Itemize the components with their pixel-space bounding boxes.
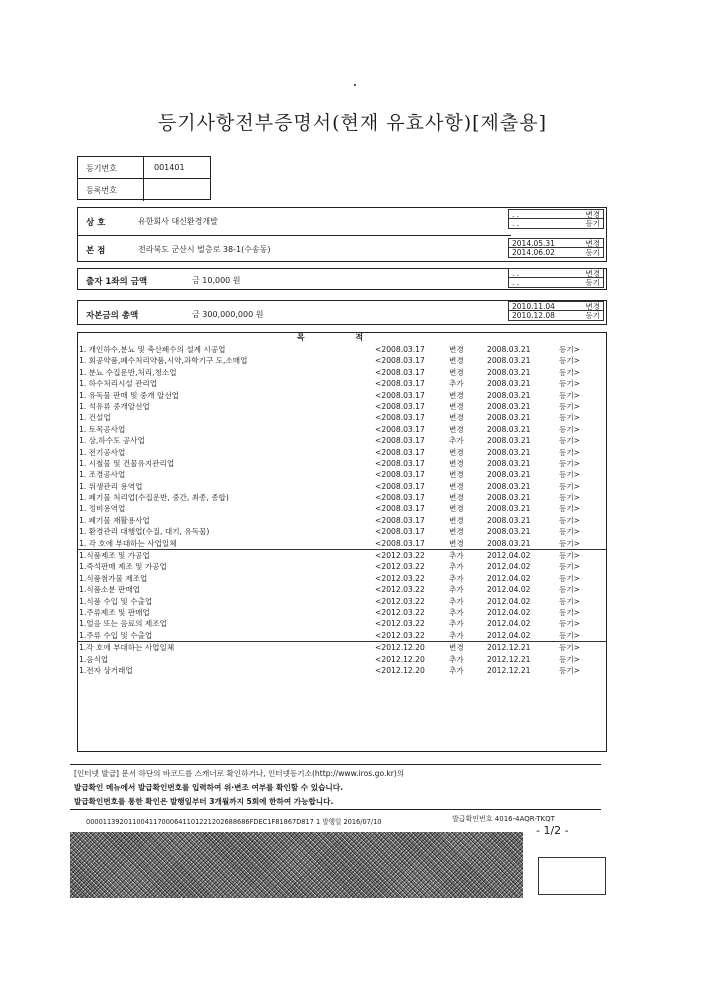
capital-stack xyxy=(508,301,604,321)
purpose-item-d2: 2008.03.21 xyxy=(487,470,531,480)
purpose-item-d2: 2008.03.21 xyxy=(487,504,531,514)
purpose-item-k2: 등기> xyxy=(559,356,581,366)
purpose-item-k1: 추가 xyxy=(449,665,464,675)
purpose-item-d1: <2008.03.17 xyxy=(375,401,425,411)
purpose-item xyxy=(77,458,607,469)
purpose-item-d1: <2012.03.22 xyxy=(375,596,425,606)
purpose-item-text: 1.음식업 xyxy=(79,654,109,664)
purpose-item-d1: <2012.12.20 xyxy=(375,654,425,664)
purpose-item-k1: 추가 xyxy=(449,562,464,572)
purpose-item-d1: <2012.03.22 xyxy=(375,607,425,617)
purpose-item-k1: 추가 xyxy=(449,630,464,640)
purpose-item xyxy=(77,492,607,503)
purpose-item xyxy=(77,618,607,629)
purpose-list xyxy=(77,344,607,676)
purpose-item-k1: 변경 xyxy=(449,390,464,400)
purpose-item-text: 1.얼음 또는 음료의 제조업 xyxy=(79,619,167,629)
purpose-item-text: 1.주류 수입 및 수출업 xyxy=(79,630,153,640)
purpose-item-k1: 추가 xyxy=(449,379,464,389)
purpose-item-k1: 변경 xyxy=(449,413,464,423)
registration-reg-label: 등록번호 xyxy=(78,179,144,201)
issue-number: 발급확인번호 4016-4AQR-TKQT xyxy=(452,815,555,823)
stack-row: . . 등기 xyxy=(508,219,604,229)
purpose-item-k1: 변경 xyxy=(449,458,464,468)
purpose-item-d1: <2008.03.17 xyxy=(375,470,425,480)
purpose-item-d1: <2008.03.17 xyxy=(375,458,425,468)
purpose-item-k1: 변경 xyxy=(449,538,464,548)
purpose-item-text: 1.식품소분 판매업 xyxy=(79,585,141,595)
purpose-item-k2: 등기> xyxy=(559,401,581,411)
company-name-stack xyxy=(508,209,604,229)
purpose-item-d2: 2012.04.02 xyxy=(487,607,531,617)
purpose-group xyxy=(77,344,607,549)
purpose-item-text: 1.식품제조 및 가공업 xyxy=(79,551,150,561)
purpose-item-text: 1.식품 수입 및 수출업 xyxy=(79,596,153,606)
purpose-item xyxy=(77,515,607,526)
purpose-item-k1: 변경 xyxy=(449,481,464,491)
purpose-item xyxy=(77,435,607,446)
purpose-group xyxy=(77,641,607,676)
purpose-item-text: 1.주류제조 및 판매업 xyxy=(79,607,150,617)
purpose-item-k2: 등기> xyxy=(559,515,581,525)
purpose-item-k2: 등기> xyxy=(559,665,581,675)
purpose-item-text: 1. 위생관리 용역업 xyxy=(79,481,143,491)
purpose-item-d2: 2012.12.21 xyxy=(487,654,531,664)
share-value: 금 10,000 원 xyxy=(192,276,241,285)
purpose-item xyxy=(77,401,607,412)
purpose-item xyxy=(77,538,607,549)
purpose-item-k1: 변경 xyxy=(449,643,464,653)
purpose-item-d1: <2012.03.22 xyxy=(375,630,425,640)
purpose-item-k1: 변경 xyxy=(449,424,464,434)
registration-table xyxy=(77,156,211,200)
purpose-item-d2: 2008.03.21 xyxy=(487,413,531,423)
purpose-item-k1: 추가 xyxy=(449,619,464,629)
purpose-item-d2: 2008.03.21 xyxy=(487,424,531,434)
registration-reg-value xyxy=(144,179,210,201)
purpose-item-text: 1. 건설업 xyxy=(79,413,111,423)
purpose-item-text: 1. 하수처리시설 관리업 xyxy=(79,379,158,389)
purpose-item-k1: 변경 xyxy=(449,356,464,366)
purpose-item-k2: 등기> xyxy=(559,585,581,595)
purpose-item-d1: <2012.03.22 xyxy=(375,585,425,595)
purpose-item-text: 1. 유독물 판매 및 중개 알선업 xyxy=(79,390,180,400)
purpose-item-text: 1. 분뇨 수집운반,처리,청소업 xyxy=(79,367,177,377)
purpose-item-d2: 2008.03.21 xyxy=(487,458,531,468)
purpose-item-text: 1. 정비용역업 xyxy=(79,504,126,514)
company-name-label: 상 호 xyxy=(86,218,106,228)
purpose-item-text: 1. 개인하수,분뇨 및 축산폐수의 설계 시공업 xyxy=(79,345,226,354)
purpose-item-d1: <2008.03.17 xyxy=(375,367,425,377)
purpose-item-k1: 변경 xyxy=(449,493,464,503)
purpose-item-k2: 등기> xyxy=(559,367,581,377)
purpose-item-d1: <2008.03.17 xyxy=(375,527,425,537)
purpose-item xyxy=(77,481,607,492)
purpose-item-d2: 2008.03.21 xyxy=(487,367,531,377)
purpose-item-k2: 등기> xyxy=(559,654,581,664)
purpose-item-d1: <2008.03.17 xyxy=(375,390,425,400)
purpose-item xyxy=(77,526,607,537)
purpose-item xyxy=(77,344,607,355)
purpose-item-k2: 등기> xyxy=(559,447,581,457)
purpose-item-text: 1. 폐기물 처리업(수집운반, 중간, 최종, 종합) xyxy=(79,493,229,503)
purpose-item-k2: 등기> xyxy=(559,596,581,606)
purpose-item xyxy=(77,367,607,378)
purpose-item-text: 1. 폐기물 재활용사업 xyxy=(79,515,150,525)
notice-line-1: [인터넷 발급] 문서 하단의 바코드를 스캐너로 확인하거나, 인터넷등기소(http://www.iros.go.kr)의 xyxy=(74,769,405,778)
stack-row: 2010.12.08 등기 xyxy=(508,311,604,321)
purpose-item-d1: <2008.03.17 xyxy=(375,379,425,389)
purpose-item-k2: 등기> xyxy=(559,458,581,468)
purpose-item-k1: 변경 xyxy=(449,515,464,525)
purpose-item-k2: 등기> xyxy=(559,630,581,640)
purpose-item-k2: 등기> xyxy=(559,551,581,561)
purpose-item-k1: 변경 xyxy=(449,367,464,377)
share-stack xyxy=(508,268,604,288)
purpose-item-text: 1.식품첨가물 제조업 xyxy=(79,573,148,583)
purpose-item-k2: 등기> xyxy=(559,481,581,491)
purpose-item-text: 1. 석유류 중개알선업 xyxy=(79,401,150,411)
purpose-item-d1: <2012.12.20 xyxy=(375,665,425,675)
purpose-item-d1: <2008.03.17 xyxy=(375,538,425,548)
purpose-item-d1: <2012.12.20 xyxy=(375,643,425,653)
registration-no-label: 등기번호 xyxy=(78,157,144,179)
purpose-item-d2: 2012.04.02 xyxy=(487,562,531,572)
purpose-item-k2: 등기> xyxy=(559,562,581,572)
purpose-item-d2: 2008.03.21 xyxy=(487,390,531,400)
purpose-item-k2: 등기> xyxy=(559,413,581,423)
purpose-item xyxy=(77,469,607,480)
purpose-item-text: 1. 조경공사업 xyxy=(79,470,126,480)
purpose-item-text: 1. 각 호에 부대하는 사업일체 xyxy=(79,538,177,548)
purpose-item-k2: 등기> xyxy=(559,619,581,629)
head-office-label: 본 점 xyxy=(86,246,106,256)
head-office-value: 전라북도 군산시 벌층로 38-1(수송동) xyxy=(138,245,271,254)
purpose-item-d1: <2012.03.22 xyxy=(375,573,425,583)
purpose-item xyxy=(77,390,607,401)
purpose-item-d2: 2012.04.02 xyxy=(487,630,531,640)
purpose-item-k2: 등기> xyxy=(559,607,581,617)
purpose-item xyxy=(77,412,607,423)
purpose-item-k2: 등기> xyxy=(559,436,581,446)
document-title: 등기사항전부증명서(현재 유효사항)[제출용] xyxy=(157,112,548,134)
purpose-group xyxy=(77,549,607,641)
purpose-item-d2: 2012.04.02 xyxy=(487,551,531,561)
notice-line-2: 발급확인 메뉴에서 발급확인번호를 입력하여 위·변조 여부를 확인할 수 있습니다. xyxy=(74,783,343,792)
scan-speck xyxy=(354,84,356,86)
purpose-item-d1: <2008.03.17 xyxy=(375,493,425,503)
purpose-item-text: 1.전자 상거래업 xyxy=(79,665,133,675)
purpose-item-k1: 추가 xyxy=(449,573,464,583)
stack-row: 2010.11.04 변경 xyxy=(508,301,604,311)
purpose-item-k1: 추가 xyxy=(449,436,464,446)
purpose-item xyxy=(77,630,607,641)
purpose-item-k1: 변경 xyxy=(449,527,464,537)
notice-line-3: 발급확인번호를 통한 확인은 발행일부터 3개월까지 5회에 한하여 가능합니다. xyxy=(74,797,334,806)
purpose-item xyxy=(77,654,607,665)
barcode-noise xyxy=(70,832,523,898)
purpose-item-d1: <2012.03.22 xyxy=(375,551,425,561)
stack-row: 2014.05.31 변경 xyxy=(508,238,604,248)
purpose-item-k2: 등기> xyxy=(559,527,581,537)
stack-row: . . 등기 xyxy=(508,278,604,288)
purpose-item-d2: 2008.03.21 xyxy=(487,481,531,491)
share-label: 출자 1좌의 금액 xyxy=(86,277,148,287)
purpose-item xyxy=(77,561,607,572)
purpose-item-d2: 2008.03.21 xyxy=(487,436,531,446)
purpose-item-d1: <2008.03.17 xyxy=(375,436,425,446)
purpose-header: 목 적 xyxy=(296,333,388,342)
purpose-item-d2: 2008.03.21 xyxy=(487,493,531,503)
purpose-item-k1: 추가 xyxy=(449,596,464,606)
purpose-item-d1: <2008.03.17 xyxy=(375,345,425,354)
purpose-item-d1: <2008.03.17 xyxy=(375,356,425,366)
purpose-item xyxy=(77,424,607,435)
purpose-item-d1: <2008.03.17 xyxy=(375,447,425,457)
purpose-item-k1: 변경 xyxy=(449,504,464,514)
purpose-item-text: 1. 전기공사업 xyxy=(79,447,126,457)
stack-row: 2014.06.02 등기 xyxy=(508,248,604,258)
purpose-item xyxy=(77,378,607,389)
purpose-item-k1: 추가 xyxy=(449,654,464,664)
purpose-item-d2: 2012.04.02 xyxy=(487,596,531,606)
purpose-item-d2: 2008.03.21 xyxy=(487,345,531,354)
purpose-item-d2: 2012.12.21 xyxy=(487,665,531,675)
purpose-item-d2: 2008.03.21 xyxy=(487,379,531,389)
purpose-item xyxy=(77,596,607,607)
purpose-item xyxy=(77,665,607,676)
purpose-item-k1: 추가 xyxy=(449,607,464,617)
capital-label: 자본금의 총액 xyxy=(86,311,139,321)
purpose-item-k2: 등기> xyxy=(559,493,581,503)
stack-row: . . 변경 xyxy=(508,209,604,219)
purpose-item-k2: 등기> xyxy=(559,424,581,434)
purpose-item-text: 1. 상,하수도 공사업 xyxy=(79,436,145,446)
purpose-item xyxy=(77,503,607,514)
purpose-item-k1: 변경 xyxy=(449,401,464,411)
purpose-item-d1: <2012.03.22 xyxy=(375,562,425,572)
purpose-item xyxy=(77,447,607,458)
capital-value: 금 300,000,000 원 xyxy=(192,310,264,319)
purpose-item-d2: 2012.04.02 xyxy=(487,585,531,595)
purpose-item-d1: <2008.03.17 xyxy=(375,515,425,525)
purpose-item-k2: 등기> xyxy=(559,379,581,389)
purpose-item-k1: 변경 xyxy=(449,470,464,480)
page-number: - 1/2 - xyxy=(536,824,569,837)
head-office-stack xyxy=(508,238,604,258)
purpose-item-k1: 변경 xyxy=(449,345,464,354)
seal-box xyxy=(538,857,606,895)
purpose-item-k2: 등기> xyxy=(559,390,581,400)
purpose-item-text: 1.각 호에 부대하는 사업일체 xyxy=(79,643,175,653)
issue-notice xyxy=(70,764,601,810)
company-divider xyxy=(78,235,511,236)
purpose-item-d2: 2008.03.21 xyxy=(487,356,531,366)
purpose-item-d1: <2012.03.22 xyxy=(375,619,425,629)
purpose-item xyxy=(77,584,607,595)
purpose-item-text: 1. 시철물 및 건물유지관리업 xyxy=(79,458,175,468)
purpose-item-text: 1. 토목공사업 xyxy=(79,424,126,434)
purpose-item-d2: 2008.03.21 xyxy=(487,527,531,537)
purpose-item-d2: 2012.04.02 xyxy=(487,619,531,629)
purpose-item xyxy=(77,642,607,653)
purpose-item-d1: <2008.03.17 xyxy=(375,413,425,423)
purpose-item-d2: 2008.03.21 xyxy=(487,515,531,525)
purpose-item-k2: 등기> xyxy=(559,538,581,548)
purpose-item-text: 1. 회공약품,폐수처리약품,시약,과학기구 도,소매업 xyxy=(79,356,248,366)
purpose-item xyxy=(77,573,607,584)
purpose-item-text: 1.즉석판매 제조 및 가공업 xyxy=(79,562,167,572)
purpose-item xyxy=(77,550,607,561)
purpose-item xyxy=(77,607,607,618)
purpose-item xyxy=(77,355,607,366)
purpose-item-k2: 등기> xyxy=(559,345,581,354)
serial-line: 000011392011004117000641101221202688686FDEC1F81867D817 1 발행일 2016/07/10 xyxy=(86,818,382,826)
purpose-item-k1: 변경 xyxy=(449,447,464,457)
purpose-item-text: 1. 환경관리 대행업(수질, 대기, 유독물) xyxy=(79,527,210,537)
purpose-item-d1: <2008.03.17 xyxy=(375,424,425,434)
purpose-item-d1: <2008.03.17 xyxy=(375,481,425,491)
purpose-item-d1: <2008.03.17 xyxy=(375,504,425,514)
purpose-item-k2: 등기> xyxy=(559,573,581,583)
stack-row: . . 변경 xyxy=(508,268,604,278)
purpose-item-d2: 2012.04.02 xyxy=(487,573,531,583)
purpose-item-d2: 2008.03.21 xyxy=(487,401,531,411)
purpose-item-d2: 2008.03.21 xyxy=(487,538,531,548)
purpose-item-k2: 등기> xyxy=(559,643,581,653)
purpose-item-k2: 등기> xyxy=(559,504,581,514)
purpose-item-d2: 2008.03.21 xyxy=(487,447,531,457)
purpose-item-k1: 추가 xyxy=(449,585,464,595)
purpose-item-k1: 추가 xyxy=(449,551,464,561)
purpose-item-d2: 2012.12.21 xyxy=(487,643,531,653)
registration-no-value: 001401 xyxy=(144,157,210,179)
purpose-item-k2: 등기> xyxy=(559,470,581,480)
company-name-value: 유한회사 대신환경개발 xyxy=(138,217,218,226)
